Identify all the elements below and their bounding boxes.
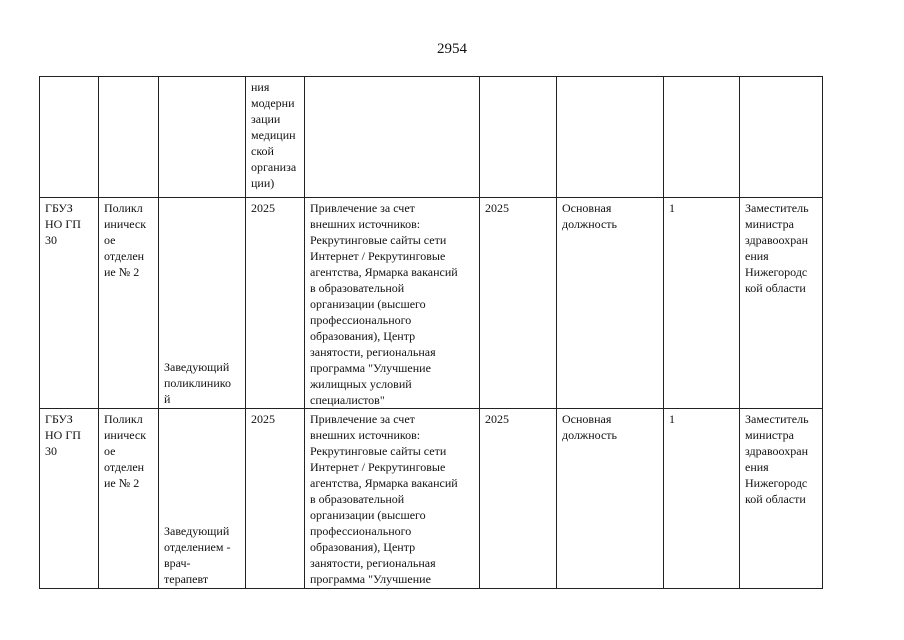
cell-responsible: Заместитель министра здравоохран ения Нижегородс кой области [740, 198, 823, 409]
cell-organization: ГБУЗ НО ГП 30 [40, 198, 99, 409]
cell-count: 1 [664, 409, 740, 589]
data-table [39, 76, 823, 589]
cell-department: Поликл иническ ое отделен ие № 2 [99, 409, 159, 589]
cell-position [159, 77, 246, 198]
cell-position: Заведующий отделением - врач- терапевт [159, 409, 246, 589]
cell-count [664, 77, 740, 198]
cell-recruitment-sources [305, 77, 480, 198]
cell-year: 2025 [246, 409, 305, 589]
cell-target-year [480, 77, 557, 198]
cell-recruitment-sources: Привлечение за счет внешних источников: Рекрутинговые сайты сети Интернет / Рекрутинговые агентства, Ярмарка вакансий в образовательной организации (высшего профессионального образования), Центр занятости, региональная программа "Улучшение [305, 409, 480, 589]
cell-position: Заведующий поликлинико й [159, 198, 246, 409]
cell-target-year: 2025 [480, 409, 557, 589]
cell-position-type: Основная должность [557, 409, 664, 589]
table-row [40, 198, 823, 409]
cell-responsible: Заместитель министра здравоохран ения Нижегородс кой области [740, 409, 823, 589]
cell-position-type [557, 77, 664, 198]
cell-responsible [740, 77, 823, 198]
table-row [40, 409, 823, 589]
cell-organization [40, 77, 99, 198]
cell-year: 2025 [246, 198, 305, 409]
cell-organization: ГБУЗ НО ГП 30 [40, 409, 99, 589]
cell-target-year: 2025 [480, 198, 557, 409]
cell-year: ния модерни зации медицин ской организа ции) [246, 77, 305, 198]
cell-recruitment-sources: Привлечение за счет внешних источников: Рекрутинговые сайты сети Интернет / Рекрутинговые агентства, Ярмарка вакансий в образовательной организации (высшего профессионального образования), Центр занятости, региональная программа "Улучшение жилищных условий специалистов" [305, 198, 480, 409]
cell-department: Поликл иническ ое отделен ие № 2 [99, 198, 159, 409]
cell-count: 1 [664, 198, 740, 409]
table-row [40, 77, 823, 198]
cell-position-type: Основная должность [557, 198, 664, 409]
page-number: 2954 [437, 41, 467, 57]
cell-department [99, 77, 159, 198]
